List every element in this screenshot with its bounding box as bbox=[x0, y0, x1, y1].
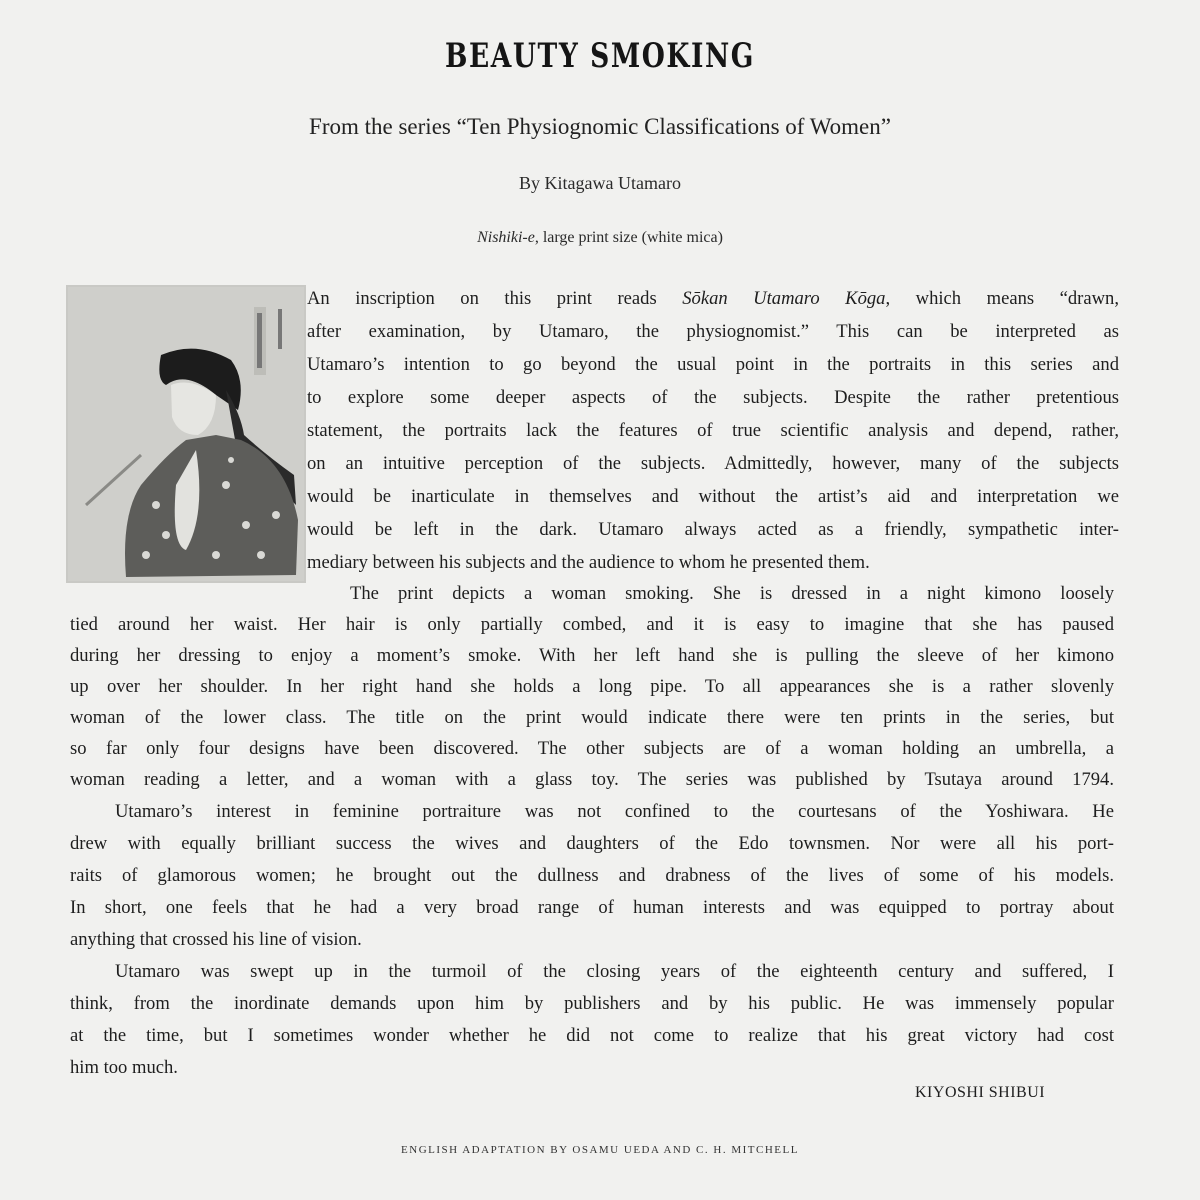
text-line bbox=[70, 1052, 1114, 1084]
text-line bbox=[70, 640, 1114, 671]
text-segment: would be inarticulate in themselves and without the artist’s aid and interpretation we bbox=[307, 486, 1119, 507]
text-segment: on an intuitive perception of the subjects. Admittedly, however, many of the subjects bbox=[307, 453, 1119, 474]
text-segment: Utamaro was swept up in the turmoil of the closing years of the eighteenth century and suffered, I bbox=[115, 961, 1114, 982]
text-segment: would be left in the dark. Utamaro always acted as a friendly, sympathetic inter- bbox=[307, 519, 1119, 540]
text-line bbox=[70, 578, 1114, 609]
text-line bbox=[307, 282, 1119, 315]
text-segment: Utamaro’s interest in feminine portraiture was not confined to the courtesans of the Yoshiwara. He bbox=[115, 801, 1114, 822]
text-segment: so far only four designs have been discovered. The other subjects are of a woman holding an umbrella, a bbox=[70, 738, 1114, 759]
text-segment: In short, one feels that he had a very broad range of human interests and was equipped to portray about bbox=[70, 897, 1114, 918]
text-line bbox=[70, 892, 1114, 924]
text-line bbox=[70, 764, 1114, 795]
text-segment: him too much. bbox=[70, 1057, 178, 1078]
medium-rest: , large print size (white mica) bbox=[534, 229, 723, 246]
text-segment: statement, the portraits lack the features of true scientific analysis and depend, rather, bbox=[307, 420, 1119, 441]
text-line bbox=[307, 447, 1119, 480]
text-line bbox=[70, 924, 1114, 956]
text-line bbox=[70, 956, 1114, 988]
text-segment: anything that crossed his line of vision. bbox=[70, 929, 362, 950]
text-segment: think, from the inordinate demands upon him by publishers and by his public. He was immensely popular bbox=[70, 993, 1114, 1014]
paragraph-4 bbox=[70, 956, 1114, 1084]
subtitle: From the series “Ten Physiognomic Classifications of Women” bbox=[309, 114, 891, 139]
text-line bbox=[307, 315, 1119, 348]
text-line bbox=[70, 671, 1114, 702]
text-segment: Utamaro’s intention to go beyond the usual point in the portraits in this series and bbox=[307, 354, 1119, 375]
text-segment: drew with equally brilliant success the wives and daughters of the Edo townsmen. Nor were all his port- bbox=[70, 833, 1114, 854]
paragraph-3 bbox=[70, 796, 1114, 956]
text-segment: tied around her waist. Her hair is only partially combed, and it is easy to imagine that she has paused bbox=[70, 614, 1114, 635]
woodblock-print-illustration bbox=[66, 285, 306, 583]
text-segment: at the time, but I sometimes wonder whether he did not come to realize that his great victory had cost bbox=[70, 1025, 1114, 1046]
text-line bbox=[70, 860, 1114, 892]
page-title: BEAUTY SMOKING bbox=[444, 36, 756, 76]
text-segment: after examination, by Utamaro, the physiognomist.” This can be interpreted as bbox=[307, 321, 1119, 342]
text-segment: woman reading a letter, and a woman with a glass toy. The series was published by Tsutaya around 1794. bbox=[70, 769, 1114, 790]
text-segment: to explore some deeper aspects of the subjects. Despite the rather pretentious bbox=[307, 387, 1119, 408]
byline: By Kitagawa Utamaro bbox=[519, 173, 681, 193]
paragraph-1 bbox=[307, 282, 1119, 579]
text-line bbox=[307, 381, 1119, 414]
italic-text: Sōkan Utamaro Kōga bbox=[682, 288, 886, 309]
text-segment: , which means “drawn, bbox=[885, 288, 1119, 309]
paragraph-2 bbox=[70, 578, 1114, 795]
text-segment: during her dressing to enjoy a moment’s smoke. With her left hand she is pulling the sleeve of her kimono bbox=[70, 645, 1114, 666]
text-line bbox=[307, 414, 1119, 447]
text-line bbox=[70, 1020, 1114, 1052]
text-segment: raits of glamorous women; he brought out the dullness and drabness of the lives of some of his models. bbox=[70, 865, 1114, 886]
medium-italic: Nishiki-e bbox=[477, 229, 535, 246]
text-segment: up over her shoulder. In her right hand she holds a long pipe. To all appearances she is a rather slovenly bbox=[70, 676, 1114, 697]
text-line bbox=[70, 828, 1114, 860]
text-line bbox=[307, 546, 1119, 579]
text-segment: The print depicts a woman smoking. She is dressed in a night kimono loosely bbox=[350, 583, 1114, 604]
text-line bbox=[70, 733, 1114, 764]
text-segment: woman of the lower class. The title on the print would indicate there were ten prints in the series, but bbox=[70, 707, 1114, 728]
author-signature: KIYOSHI SHIBUI bbox=[915, 1084, 1046, 1101]
text-line bbox=[70, 988, 1114, 1020]
translation-credit: ENGLISH ADAPTATION BY OSAMU UEDA AND C. H. MITCHELL bbox=[401, 1144, 799, 1156]
text-line bbox=[70, 702, 1114, 733]
text-segment: mediary between his subjects and the audience to whom he presented them. bbox=[307, 552, 870, 573]
text-segment: An inscription on this print reads bbox=[307, 288, 683, 309]
text-line bbox=[307, 480, 1119, 513]
text-line bbox=[70, 796, 1114, 828]
text-line bbox=[307, 348, 1119, 381]
medium-line bbox=[0, 229, 1200, 247]
text-line bbox=[307, 513, 1119, 546]
text-line bbox=[70, 609, 1114, 640]
